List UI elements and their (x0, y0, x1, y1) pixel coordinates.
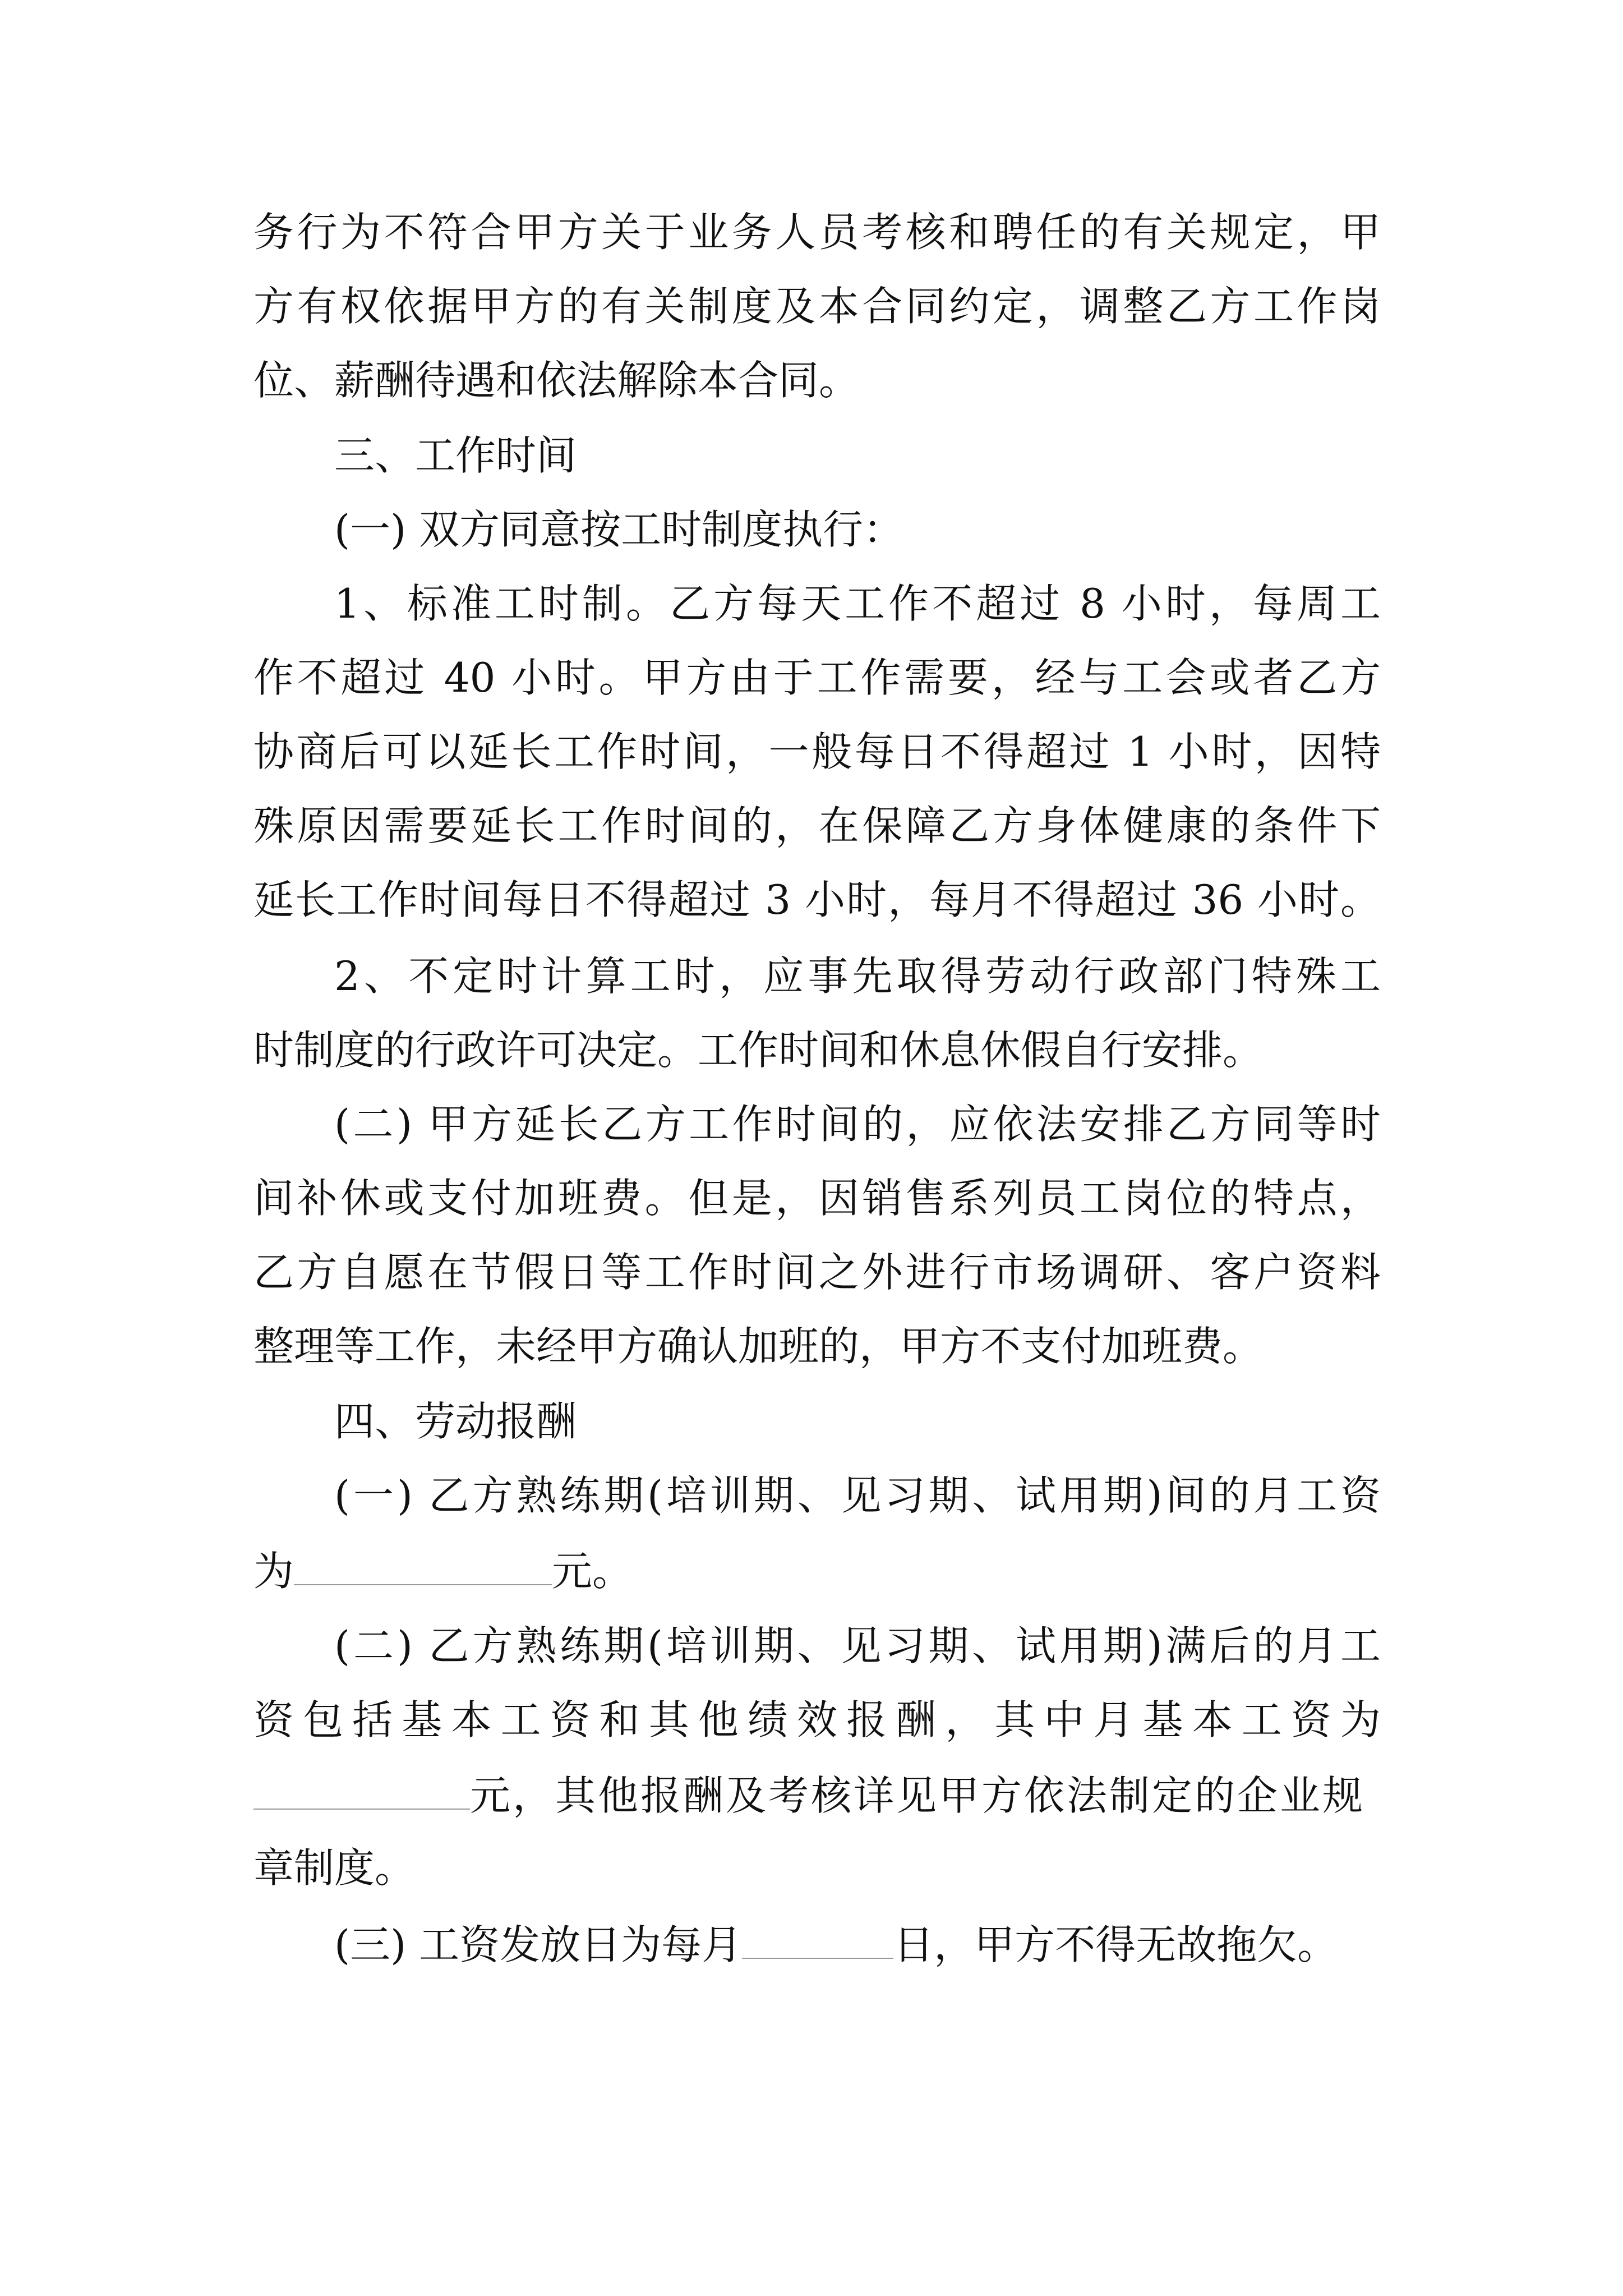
body-text-line: 间补休或支付加班费。但是，因销售系列员工岗位的特点， (253, 1175, 1381, 1222)
base-salary-suffix: 元，其他报酬及考核详见甲方依法制定的企业规 (470, 1772, 1366, 1819)
body-text-line: (一) 双方同意按工时制度执行： (334, 506, 904, 553)
body-text-line: 章制度。 (253, 1844, 416, 1892)
body-text-line: 延长工作时间每日不得超过 3 小时，每月不得超过 36 小时。 (253, 876, 1381, 923)
trial-salary-blank[interactable] (294, 1539, 552, 1585)
body-text-line: 方有权依据甲方的有关制度及本合同约定，调整乙方工作岗 (253, 283, 1381, 330)
trial-salary-prefix: 为 (253, 1548, 294, 1595)
body-text-line: 1、标准工时制。乙方每天工作不超过 8 小时，每周工 (334, 580, 1381, 627)
body-text-line: 时制度的行政许可决定。工作时间和休息休假自行安排。 (253, 1027, 1264, 1074)
body-text-line: 资包括基本工资和其他绩效报酬，其中月基本工资为 (253, 1696, 1381, 1743)
body-text-line: 作不超过 40 小时。甲方由于工作需要，经与工会或者乙方 (253, 654, 1381, 701)
body-text-line: 整理等工作，未经甲方确认加班的，甲方不支付加班费。 (253, 1323, 1264, 1370)
payday-prefix: (三) 工资发放日为每月 (334, 1921, 743, 1968)
body-text-line: (二) 乙方熟练期(培训期、见习期、试用期)满后的月工 (334, 1622, 1381, 1669)
body-text-line: 位、薪酬待遇和依法解除本合同。 (253, 357, 860, 404)
body-text-line: 2、不定时计算工时，应事先取得劳动行政部门特殊工 (334, 953, 1381, 1000)
section-heading: 三、工作时间 (334, 432, 577, 479)
body-text-line: 殊原因需要延长工作时间的，在保障乙方身体健康的条件下 (253, 802, 1381, 849)
trial-salary-line (253, 1539, 1381, 1600)
payday-suffix: 日，甲方不得无故拖欠。 (893, 1921, 1338, 1968)
base-salary-blank[interactable] (253, 1764, 470, 1810)
body-text-line: (一) 乙方熟练期(培训期、见习期、试用期)间的月工资 (334, 1472, 1381, 1519)
section-heading: 四、劳动报酬 (334, 1398, 577, 1445)
body-text-line: 协商后可以延长工作时间，一般每日不得超过 1 小时，因特 (253, 728, 1381, 775)
payday-blank[interactable] (742, 1913, 893, 1959)
trial-salary-suffix: 元。 (552, 1548, 633, 1595)
payday-line (334, 1913, 1381, 1973)
base-salary-line (253, 1764, 1381, 1824)
body-text-line: 务行为不符合甲方关于业务人员考核和聘任的有关规定，甲 (253, 209, 1381, 256)
body-text-line: (二) 甲方延长乙方工作时间的，应依法安排乙方同等时 (334, 1101, 1381, 1148)
body-text-line: 乙方自愿在节假日等工作时间之外进行市场调研、客户资料 (253, 1249, 1381, 1296)
